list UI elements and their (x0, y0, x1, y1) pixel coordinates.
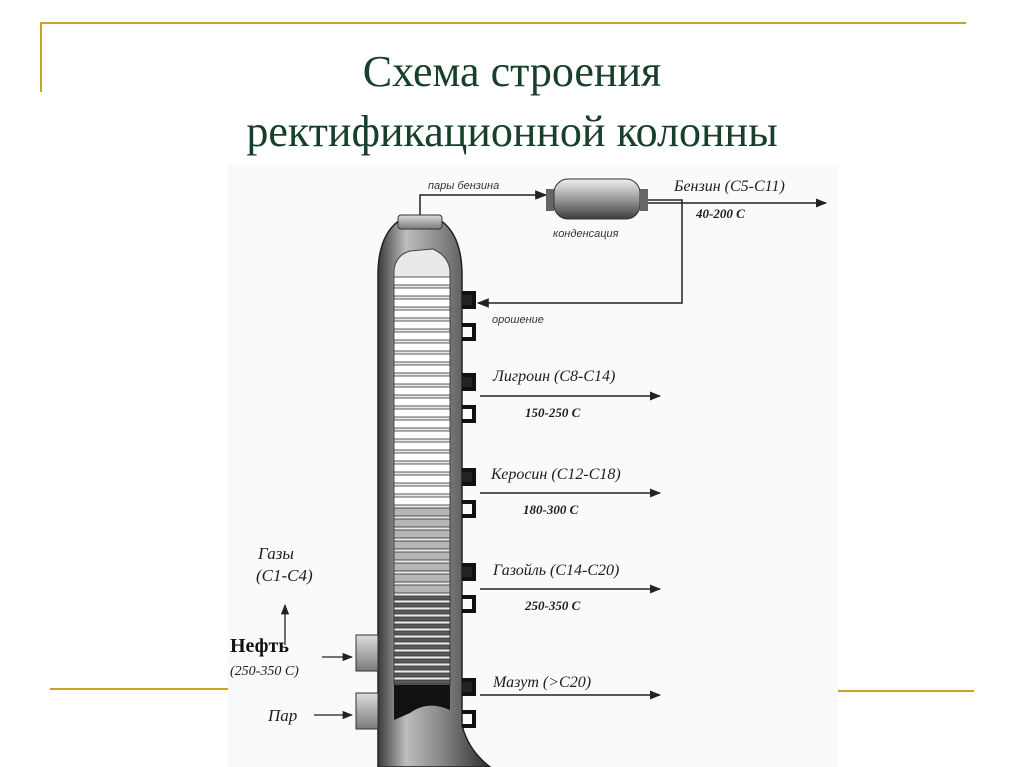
slide-title (0, 42, 1024, 162)
column-tray (394, 310, 450, 318)
condenser (546, 179, 648, 219)
column-tray (394, 530, 450, 538)
gases-label: Газы (258, 544, 294, 563)
column-tray (394, 652, 450, 656)
product-temp: 250-350 C (525, 598, 581, 613)
column-tray (394, 398, 450, 406)
gases-formula: (C1-C4) (256, 566, 313, 585)
column-tray (394, 409, 450, 417)
column-tray (394, 497, 450, 505)
column-tray (394, 354, 450, 362)
column-tray (394, 617, 450, 621)
column-tray (394, 596, 450, 600)
column-tray (394, 321, 450, 329)
side-nozzle (462, 565, 474, 579)
condenser-label: конденсация (553, 228, 619, 240)
column-tray (394, 387, 450, 395)
column-tray (394, 680, 450, 684)
vapor-label: пары бензина (428, 180, 500, 192)
column-tray (394, 420, 450, 428)
product-temp: 150-250 C (525, 405, 581, 420)
column-tray (394, 585, 450, 593)
frame-top-line (40, 22, 966, 24)
column-tray (394, 475, 450, 483)
column-top-cap (398, 215, 442, 229)
side-nozzle (462, 293, 474, 307)
column-tray (394, 365, 450, 373)
product-name: Бензин (C5-C11) (674, 178, 785, 195)
title-line-2: ректификационной колонны (246, 107, 778, 156)
column-tray (394, 486, 450, 494)
column-tray (394, 277, 450, 285)
column-tray (394, 519, 450, 527)
column-tray (394, 645, 450, 649)
product-name: Лигроин (C8-C14) (493, 368, 616, 385)
column-tray (394, 666, 450, 670)
product-name: Газойль (C14-C20) (493, 562, 620, 579)
column-tray (394, 631, 450, 635)
frame-bottom-line-left (50, 688, 230, 690)
column-tray (394, 574, 450, 582)
distillation-column-diagram (228, 165, 838, 767)
frame-bottom-line-right (836, 690, 974, 692)
side-nozzle (462, 680, 474, 694)
column-tray (394, 376, 450, 384)
side-nozzle (462, 470, 474, 484)
column-tray (394, 673, 450, 677)
title-line-1: Схема строения (362, 47, 662, 96)
column-tray (394, 442, 450, 450)
column-tray (394, 603, 450, 607)
side-nozzle (462, 375, 474, 389)
column-tray (394, 288, 450, 296)
column-tray (394, 659, 450, 663)
column-tray (394, 638, 450, 642)
column-tray (394, 332, 450, 340)
column-tray (394, 552, 450, 560)
steam-label: Пар (268, 706, 298, 725)
column-tray (394, 563, 450, 571)
product-name: Мазут (>C20) (493, 674, 592, 691)
feed-label: Нефть (230, 635, 289, 657)
product-temp: 40-200 C (696, 206, 745, 221)
column-tray (394, 624, 450, 628)
column-tray (394, 508, 450, 516)
reflux-label: орошение (492, 314, 544, 326)
column-tray (394, 610, 450, 614)
column-tray (394, 541, 450, 549)
feed-inlet-oil (356, 635, 378, 671)
column-tray (394, 299, 450, 307)
column-tray (394, 453, 450, 461)
feed-inlet-steam (356, 693, 378, 729)
column-tray (394, 464, 450, 472)
column-tray (394, 343, 450, 351)
feed-temp: (250-350 C) (230, 664, 299, 679)
column-tray (394, 431, 450, 439)
product-name: Керосин (C12-C18) (491, 466, 621, 483)
product-temp: 180-300 C (523, 502, 579, 517)
